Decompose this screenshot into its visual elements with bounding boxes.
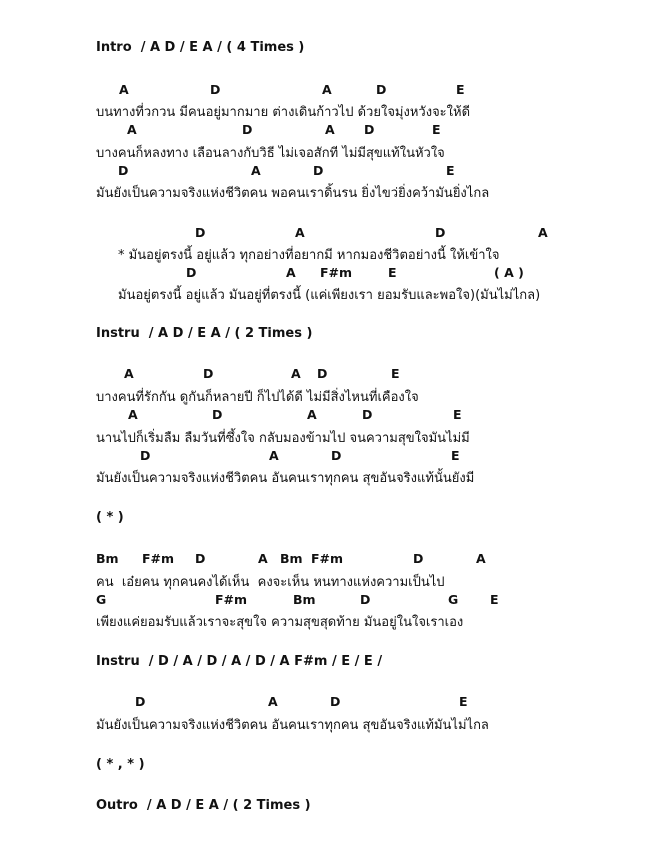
intro-label: Intro / A D / E A / ( 4 Times ) (96, 40, 305, 55)
instru-line (0, 654, 670, 674)
instru-label: Instru / A D / E A / ( 2 Times ) (96, 326, 313, 341)
chord: D (195, 225, 206, 240)
lyric-text: เพียงแค่ยอมรับแล้วเราจะสุขใจ ความสุขสุดท้าย มันอยู่ในใจเราเอง (96, 615, 464, 630)
chord-line (0, 448, 670, 468)
refrain-marker: ( * , * ) (96, 757, 145, 772)
lyric-line (0, 101, 670, 121)
chord: D (362, 407, 373, 422)
refrain-line (0, 510, 670, 530)
lyric-text: นานไปก็เริ่มลืม ลืมวันที่ซึ้งใจ กลับมองข้ามไป จนความสุขใจมันไม่มี (96, 431, 470, 446)
chord: E (453, 407, 462, 422)
chord: D (118, 163, 129, 178)
chord: D (413, 551, 424, 566)
lyric-text: มันยังเป็นความจริงแห่งชีวิตคน อันคนเราทุกคน สุขอันจริงแท้มันไม่ไกล (96, 718, 489, 733)
chord: D (203, 366, 214, 381)
chord: G (96, 592, 107, 607)
chord: D (210, 82, 221, 97)
chord-line (0, 265, 670, 285)
chord: A (291, 366, 301, 381)
chord: D (330, 694, 341, 709)
refrain-line (0, 757, 670, 777)
chord: A (258, 551, 268, 566)
chord: E (490, 592, 499, 607)
chord: D (140, 448, 151, 463)
lyric-text: บางคนที่รักกัน ดูกันก็หลายปี ก็ไปได้ดี ไม่มีสิ่งไหนที่เคืองใจ (96, 390, 419, 405)
chord: A (251, 163, 261, 178)
chord: D (135, 694, 146, 709)
chord: A (124, 366, 134, 381)
chord: A (128, 407, 138, 422)
chord: D (186, 265, 197, 280)
lyric-text: มันยังเป็นความจริงแห่งชีวิตคน พอคนเราดิ้นรน ยิ่งไขว่ยิ่งคว้ามันยิ่งไกล (96, 186, 490, 201)
chord: F#m (215, 592, 248, 607)
lyric-text: บนทางที่วกวน มีคนอยู่มากมาย ต่างเดินก้าวไป ด้วยใจมุ่งหวังจะให้ดี (96, 105, 471, 120)
chord: A (269, 448, 279, 463)
chord: A (295, 225, 305, 240)
chord: A (307, 407, 317, 422)
intro-line (0, 40, 670, 60)
lyric-line (0, 244, 670, 264)
chord: D (360, 592, 371, 607)
chord: E (446, 163, 455, 178)
chord-line (0, 122, 670, 142)
instru-label: Instru / D / A / D / A / D / A F#m / E / E / (96, 654, 383, 669)
chord: A (325, 122, 335, 137)
chord-line (0, 163, 670, 183)
lyric-line (0, 714, 670, 734)
chord-line (0, 592, 670, 612)
chord: E (388, 265, 397, 280)
chord: Bm (280, 551, 303, 566)
chord: D (317, 366, 328, 381)
chord-line (0, 551, 670, 571)
chord: D (313, 163, 324, 178)
chord: A (268, 694, 278, 709)
chord: D (435, 225, 446, 240)
chord: A (538, 225, 548, 240)
chord: D (242, 122, 253, 137)
chord: D (331, 448, 342, 463)
chord: A (127, 122, 137, 137)
lyric-line (0, 386, 670, 406)
lyric-line (0, 142, 670, 162)
chord: G (448, 592, 459, 607)
chord: D (195, 551, 206, 566)
refrain-marker: ( * ) (96, 510, 124, 525)
lyric-text: บางคนก็หลงทาง เลือนลางกับวิธี ไม่เจอสักที ไม่มีสุขแท้ในหัวใจ (96, 146, 445, 161)
chord-line (0, 82, 670, 102)
chord: D (212, 407, 223, 422)
lyric-line (0, 182, 670, 202)
lyric-text: มันยังเป็นความจริงแห่งชีวิตคน อันคนเราทุกคน สุขอันจริงแท้นั้นยังมี (96, 471, 475, 486)
lyric-text: คน เอ๋ยคน ทุกคนคงได้เห็น คงจะเห็น หนทางแห่งความเป็นไป (96, 575, 445, 590)
outro-line (0, 798, 670, 818)
lyric-text: * มันอยู่ตรงนี้ อยู่แล้ว ทุกอย่างที่อยากมี หากมองชีวิตอย่างนี้ ให้เข้าใจ (118, 248, 500, 263)
chord: E (459, 694, 468, 709)
lyric-line (0, 611, 670, 631)
lyric-line (0, 427, 670, 447)
chord: A (119, 82, 129, 97)
outro-label: Outro / A D / E A / ( 2 Times ) (96, 798, 311, 813)
chord: Bm (293, 592, 316, 607)
chord-line (0, 366, 670, 386)
chord: E (391, 366, 400, 381)
lyric-text: มันอยู่ตรงนี้ อยู่แล้ว มันอยู่ที่ตรงนี้ (แค่เพียงเรา ยอมรับและพอใจ)(มันไม่ไกล) (118, 288, 541, 303)
chord-line (0, 694, 670, 714)
chord: D (376, 82, 387, 97)
chord: ( A ) (494, 265, 524, 280)
instru-line (0, 326, 670, 346)
lyric-line (0, 284, 670, 304)
chord: A (476, 551, 486, 566)
chord: A (322, 82, 332, 97)
chord: Bm (96, 551, 119, 566)
chord: E (456, 82, 465, 97)
chord: D (364, 122, 375, 137)
chord-line (0, 407, 670, 427)
chord: E (432, 122, 441, 137)
chord-line (0, 225, 670, 245)
chord: A (286, 265, 296, 280)
chord: E (451, 448, 460, 463)
lyric-line (0, 571, 670, 591)
chord: F#m (311, 551, 344, 566)
chord: F#m (142, 551, 175, 566)
lyric-line (0, 467, 670, 487)
chord: F#m (320, 265, 353, 280)
